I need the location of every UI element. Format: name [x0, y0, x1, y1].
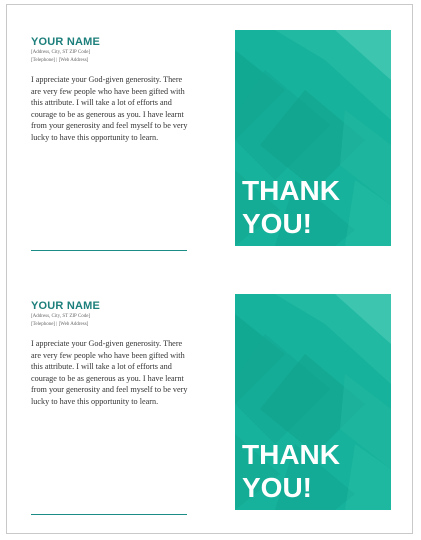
sender-name[interactable]: YOUR NAME [31, 36, 101, 48]
document-page [6, 4, 413, 534]
sender-address[interactable]: [Address, City, ST ZIP Code] [31, 50, 91, 55]
thank-you-line-2: YOU! [242, 208, 312, 239]
sender-contact[interactable]: [Telephone] | [Web Address] [31, 322, 89, 327]
thank-you-heading [242, 438, 340, 504]
thank-you-line-1: THANK [242, 439, 340, 470]
thank-you-panel [235, 30, 391, 246]
sender-address[interactable]: [Address, City, ST ZIP Code] [31, 314, 91, 319]
signature-line [31, 514, 187, 515]
thank-you-card [7, 293, 414, 533]
sender-contact[interactable]: [Telephone] | [Web Address] [31, 58, 89, 63]
thank-you-panel [235, 294, 391, 510]
card-message[interactable]: I appreciate your God-given generosity. There are very few people who have been gifted with this attribute. I will take a lot of efforts and courage to be as generous as you. I have learnt from your generosity and feel myself to be very lucky to have this opportunity to learn. [31, 75, 188, 142]
card-message[interactable]: I appreciate your God-given generosity. There are very few people who have been gifted with this attribute. I will take a lot of efforts and courage to be as generous as you. I have learnt from your generosity and feel myself to be very lucky to have this opportunity to learn. [31, 339, 188, 406]
thank-you-line-2: YOU! [242, 472, 312, 503]
thank-you-card [7, 29, 414, 269]
thank-you-line-1: THANK [242, 175, 340, 206]
thank-you-heading [242, 174, 340, 240]
signature-line [31, 250, 187, 251]
sender-name[interactable]: YOUR NAME [31, 300, 101, 312]
